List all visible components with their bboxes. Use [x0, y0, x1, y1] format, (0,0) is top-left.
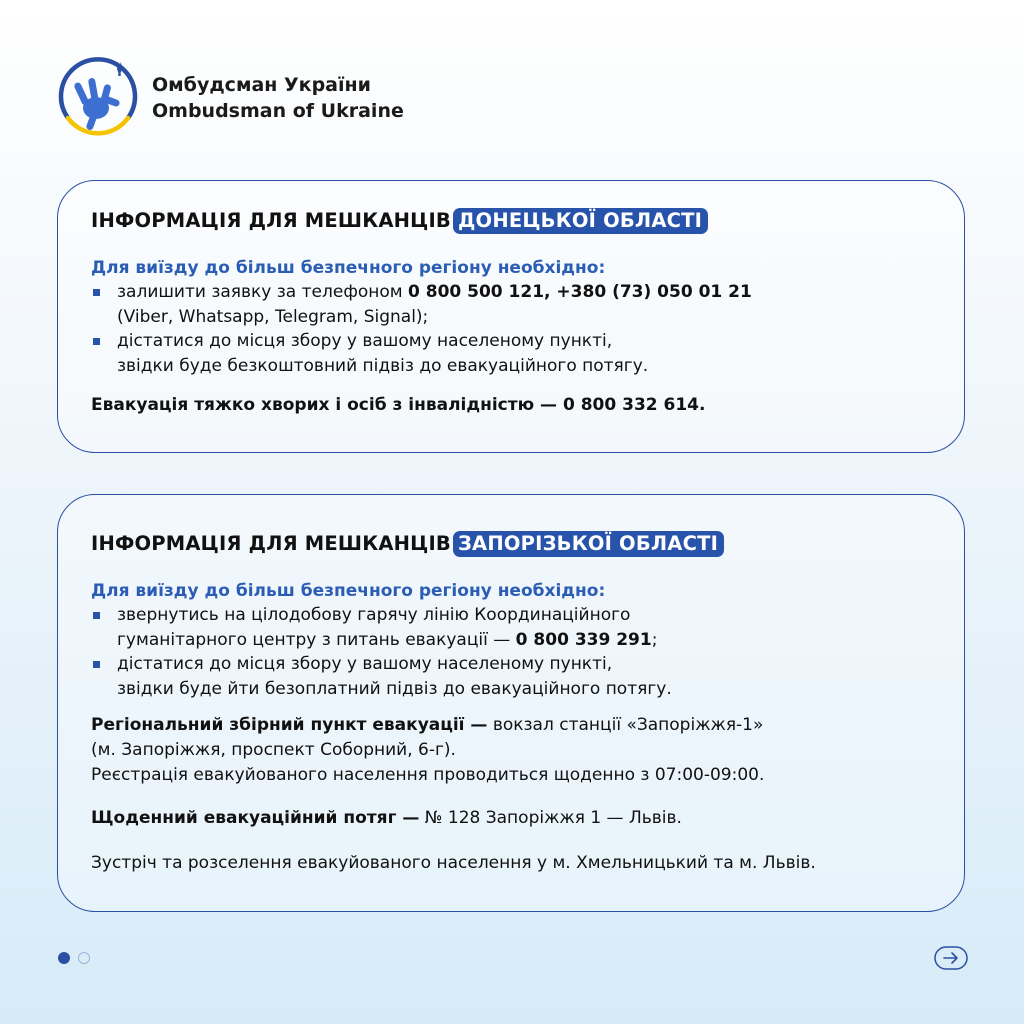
bullet-line: дістатися до місця збору у вашому населеному пункті,	[117, 331, 613, 351]
bullet-line: дістатися до місця збору у вашому населеному пункті,	[117, 654, 613, 674]
intro-text: Для виїзду до більш безпечного регіону необхідно:	[91, 581, 606, 601]
bullet-line	[117, 280, 752, 305]
bullet-line: (Viber, Whatsapp, Telegram, Signal);	[117, 306, 429, 327]
page-dot-1[interactable]	[58, 952, 70, 964]
bullet-line: звідки буде безкоштовний підвіз до евакуаційного потягу.	[117, 355, 649, 376]
requirements-list	[91, 603, 672, 701]
brand-title	[152, 72, 404, 124]
phone-numbers: 0 800 500 121, +380 (73) 050 01 21	[408, 282, 752, 302]
arrow-right-icon[interactable]	[934, 946, 968, 970]
evacuation-point	[91, 713, 764, 788]
bullet-line	[117, 628, 672, 653]
meeting-info: Зустріч та розселення евакуйованого населення у м. Хмельницький та м. Львів.	[91, 853, 816, 873]
point-label: Регіональний збірний пункт евакуації —	[91, 715, 488, 735]
registration-hours: Реєстрація евакуйованого населення проводиться щоденно з 07:00-09:00.	[91, 765, 765, 785]
hotline-number: 0 800 339 291	[515, 629, 652, 650]
brand-name-en: Ombudsman of Ukraine	[152, 100, 404, 122]
train-value: № 128 Запоріжжя 1 — Львів.	[419, 808, 682, 828]
heading-prefix: ІНФОРМАЦІЯ ДЛЯ МЕШКАНЦІВ	[91, 532, 451, 555]
heading-prefix: ІНФОРМАЦІЯ ДЛЯ МЕШКАНЦІВ	[91, 209, 451, 232]
heading-region-highlight: ДОНЕЦЬКОЇ ОБЛАСТІ	[453, 208, 708, 234]
page-dot-2[interactable]	[78, 952, 90, 964]
donetsk-info-card	[57, 180, 965, 453]
bullet-line: звідки буде йти безоплатний підвіз до евакуаційного потягу.	[117, 678, 672, 699]
point-value: вокзал станції «Запоріжжя-1»	[487, 715, 764, 735]
requirements-list	[91, 280, 752, 378]
card-heading	[91, 532, 724, 555]
list-item	[91, 329, 752, 378]
evacuation-note: Евакуація тяжко хворих і осіб з інвалідністю — 0 800 332 614.	[91, 395, 706, 415]
ombudsman-logo-icon	[56, 56, 140, 140]
bullet-text-end: ;	[651, 629, 658, 650]
point-address: (м. Запоріжжя, проспект Соборний, 6-г).	[91, 740, 456, 760]
point-line	[91, 713, 764, 738]
pagination-dots	[58, 952, 90, 964]
list-item	[91, 280, 752, 329]
bullet-line: звернутись на цілодобову гарячу лінію Координаційного	[117, 605, 631, 625]
bullet-text: залишити заявку за телефоном	[117, 282, 408, 302]
card-heading	[91, 209, 708, 232]
evacuation-train	[91, 806, 682, 831]
list-item	[91, 652, 672, 701]
list-item	[91, 603, 672, 652]
zaporizhzhia-info-card	[57, 494, 965, 912]
train-label: Щоденний евакуаційний потяг —	[91, 808, 420, 828]
brand-name-uk: Омбудсман України	[152, 74, 371, 96]
heading-region-highlight: ЗАПОРІЗЬКОЇ ОБЛАСТІ	[453, 531, 724, 557]
bullet-text: гуманітарного центру з питань евакуації —	[117, 629, 516, 650]
intro-text: Для виїзду до більш безпечного регіону необхідно:	[91, 258, 606, 278]
